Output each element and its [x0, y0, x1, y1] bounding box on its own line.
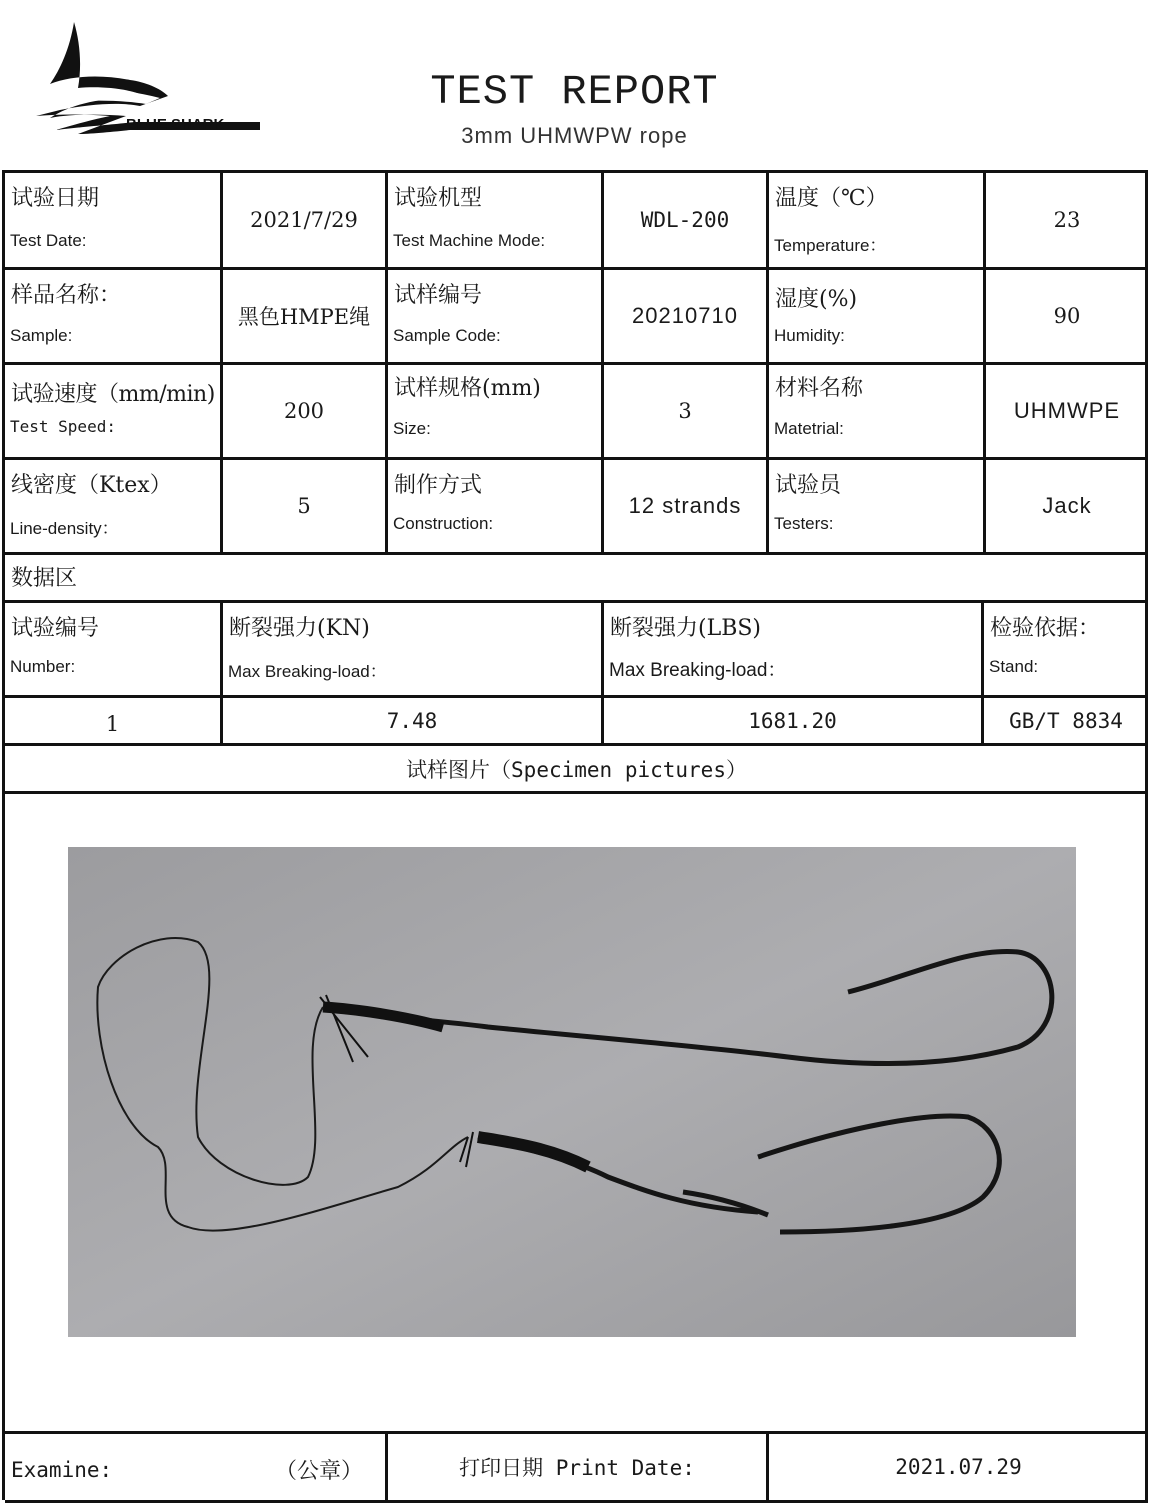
header-break-lbs: 断裂强力(LBS) Max Breaking-load： [604, 603, 984, 698]
label-machine-mode: 试验机型 Test Machine Mode: [388, 173, 604, 270]
value-construction: 12 strands [604, 460, 769, 555]
footer-print-date: 2021.07.29 [769, 1434, 1148, 1503]
report-subtitle: 3mm UHMWPW rope [461, 123, 688, 148]
value-test-date: 2021/7/29 [223, 173, 388, 270]
label-test-speed: 试验速度（mm/min) Test Speed: [5, 365, 223, 460]
data-break-kn: 7.48 [223, 698, 604, 746]
header-standard: 检验依据： Stand: [984, 603, 1148, 698]
label-construction: 制作方式 Construction: [388, 460, 604, 555]
report-title: TEST REPORT [430, 68, 719, 116]
brand-text: BLUE SHARK [126, 116, 225, 133]
data-standard: GB/T 8834 [984, 698, 1148, 746]
value-humidity: 90 [986, 270, 1148, 365]
examine-label: Examine: [11, 1458, 113, 1482]
label-testers: 试验员 Testers: [769, 460, 986, 555]
data-number: 1 [5, 698, 223, 746]
footer-examine [5, 1434, 388, 1503]
value-testers: Jack [986, 460, 1148, 555]
label-size: 试样规格(mm) Size: [388, 365, 604, 460]
footer-print-date-label: 打印日期 Print Date: [388, 1434, 769, 1503]
value-size: 3 [604, 365, 769, 460]
specimen-title: 试样图片（Specimen pictures） [5, 746, 1148, 794]
label-sample-code: 试样编号 Sample Code: [388, 270, 604, 365]
value-line-density: 5 [223, 460, 388, 555]
value-sample-code: 20210710 [604, 270, 769, 365]
value-temperature: 23 [986, 173, 1148, 270]
label-humidity: 湿度(%) Humidity: [769, 270, 986, 365]
data-break-lbs: 1681.20 [604, 698, 984, 746]
seal-label: （公章） [275, 1459, 364, 1484]
specimen-photo [68, 847, 1076, 1337]
label-temperature: 温度（℃） Temperature： [769, 173, 986, 270]
value-sample: 黑色HMPE绳 [223, 270, 388, 365]
label-sample: 样品名称： Sample: [5, 270, 223, 365]
label-material: 材料名称 Matetrial: [769, 365, 986, 460]
data-section-title: 数据区 [5, 555, 1148, 603]
header-number: 试验编号 Number: [5, 603, 223, 698]
header-break-kn: 断裂强力(KN) Max Breaking-load： [223, 603, 604, 698]
value-machine-mode: WDL-200 [604, 173, 769, 270]
value-test-speed: 200 [223, 365, 388, 460]
value-material: UHMWPE [986, 365, 1148, 460]
label-line-density: 线密度（Ktex） Line-density： [5, 460, 223, 555]
label-test-date: 试验日期 Test Date: [5, 173, 223, 270]
